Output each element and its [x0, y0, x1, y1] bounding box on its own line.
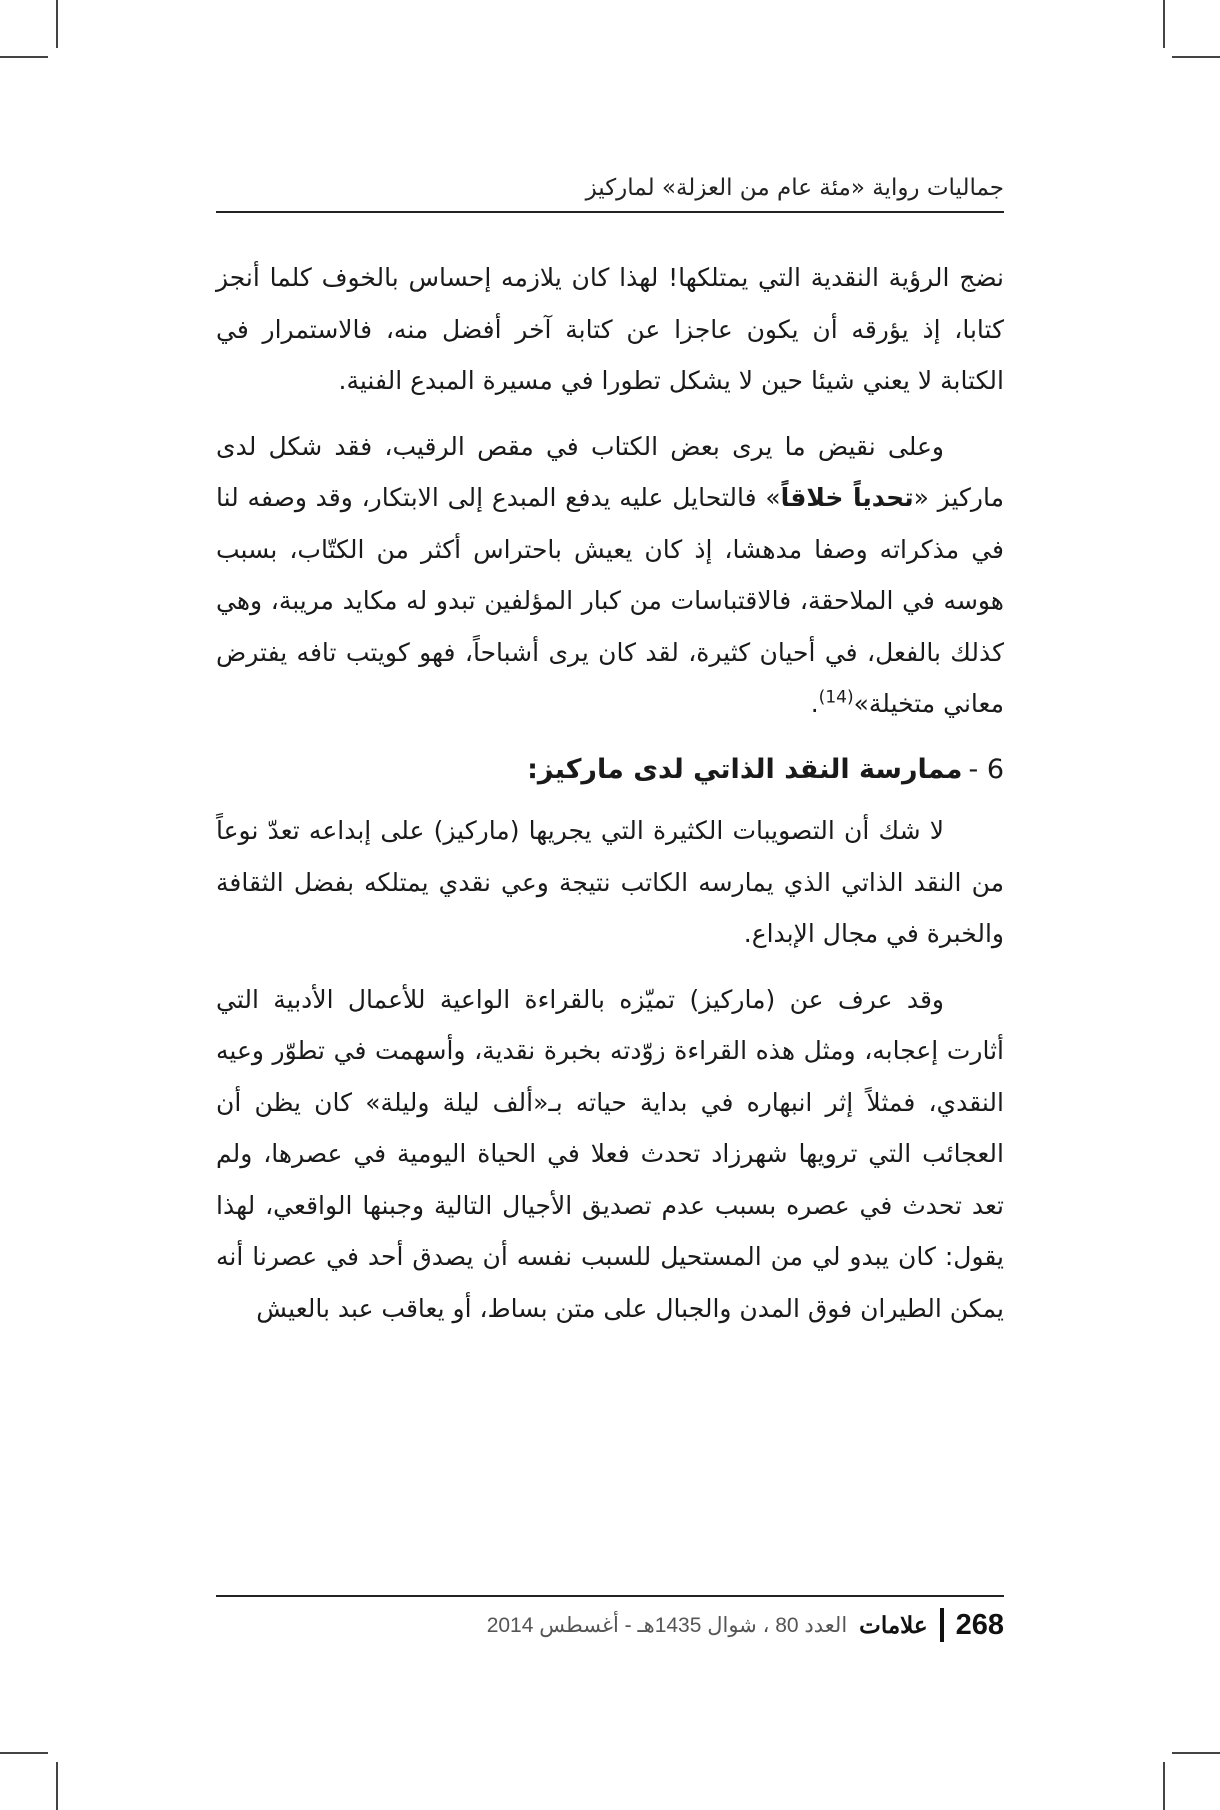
footer-rule	[216, 1595, 1004, 1597]
crop-mark-right-bottom	[1172, 1752, 1220, 1754]
crop-mark-left-bottom	[0, 1752, 48, 1754]
paragraph-continued: نضج الرؤية النقدية التي يمتلكها! لهذا كان يلازمه إحساس بالخوف كلما أنجز كتابا، إذ يؤرقه أن يكون عاجزا عن كتابة آخر أفضل منه، فالاستمرار في الكتابة لا يعني شيئا حين لا يشكل تطورا في مسيرة المبدع الفنية.	[216, 263, 1004, 395]
crop-mark-bottom-left	[56, 1762, 58, 1810]
issue-info: العدد 80 ، شوال 1435هـ - أغسطس 2014	[486, 1613, 848, 1637]
page-number: 268	[955, 1608, 1004, 1641]
page-body	[216, 252, 1004, 1348]
crop-mark-right-top	[1172, 56, 1220, 58]
paragraph: وقد عرف عن (ماركيز) تميّزه بالقراءة الواعية للأعمال الأدبية التي أثارت إعجابه، ومثل هذه القراءة زوّدته بخبرة نقدية، وأسهمت في تطوّر وعيه النقدي، فمثلاً إثر انبهاره في بداية حياته بـ«ألف ليلة وليلة» كان يظن أن العجائب التي ترويها شهرزاد تحدث فعلا في الحياة اليومية في عصرها، ولم تعد تحدث في عصره بسبب عدم تصديق الأجيال التالية وجبنها الواقعي، لهذا يقول: كان يبدو لي من المستحيل للسبب نفسه أن يصدق أحد في عصرنا أنه يمكن الطيران فوق المدن والجبال على متن بساط، أو يعاقب عبد بالعيش	[216, 984, 1004, 1323]
quote-emphasis: تحدياً خلاقاً	[780, 483, 914, 512]
paragraph-quote	[216, 421, 1004, 730]
section-heading	[216, 744, 1004, 796]
footnote-reference: (14)	[818, 687, 854, 708]
crop-mark-top-left	[56, 0, 58, 48]
footer-separator	[940, 1608, 944, 1642]
crop-mark-bottom-right	[1163, 1762, 1165, 1810]
crop-mark-top-right	[1163, 0, 1165, 48]
quote-end: .	[810, 689, 819, 718]
quote-text-part1: وعلى نقيض ما يرى بعض الكتاب في مقص الرقيب، فقد شكل لدى ماركيز «	[216, 431, 1004, 512]
section-title: ممارسة النقد الذاتي لدى ماركيز:	[527, 753, 963, 785]
quote-text-part2: » فالتحايل عليه يدفع المبدع إلى الابتكار، وقد وصفه لنا في مذكراته وصفا مدهشا، إذ كان يعيش باحتراس أكثر من الكتّاب، بسبب هوسه في الملاحقة، فالاقتباسات من كبار المؤلفين تبدو له مكايد مريبة، وهي كذلك بالفعل، في أحيان كثيرة، لقد كان يرى أشباحاً، فهو كويتب تافه يفترض معاني متخيلة»	[216, 483, 1004, 718]
paragraph: لا شك أن التصويبات الكثيرة التي يجريها (ماركيز) على إبداعه تعدّ نوعاً من النقد الذاتي الذي يمارسه الكاتب نتيجة وعي نقدي يمتلكه بفضل الثقافة والخبرة في مجال الإبداع.	[216, 816, 1004, 948]
running-head: جماليات رواية «مئة عام من العزلة» لماركيز	[585, 175, 1004, 201]
header-rule	[216, 211, 1004, 213]
crop-mark-left-top	[0, 56, 48, 58]
journal-logo: علامات	[859, 1611, 928, 1638]
section-number: 6 -	[968, 753, 1004, 785]
page-footer	[216, 1608, 1004, 1642]
